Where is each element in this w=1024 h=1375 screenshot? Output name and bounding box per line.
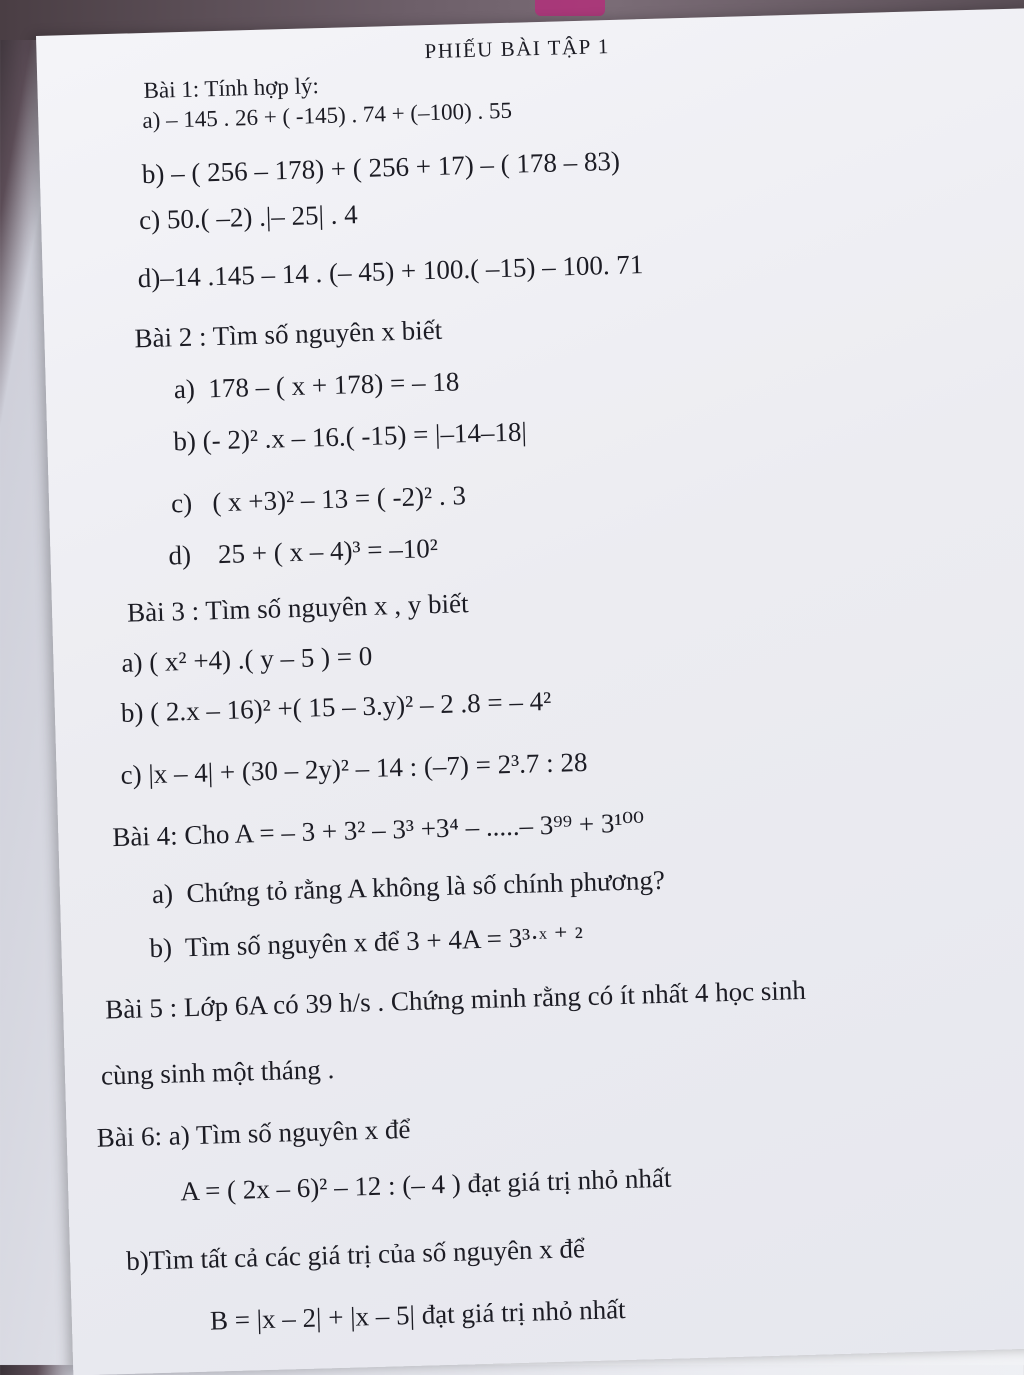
exercise-3-heading: Bài 3 : Tìm số nguyên x , y biết — [126, 588, 469, 628]
exercise-2b: b) (- 2)² .x – 16.( -15) = |–14–18| — [172, 416, 528, 457]
exercise-6a-expression: A = ( 2x – 6)² – 12 : (– 4 ) đạt giá trị nhỏ nhất — [179, 1162, 672, 1207]
exercise-1c: c) 50.( –2) .|– 25| . 4 — [138, 199, 359, 236]
exercise-3a: a) ( x² +4) .( y – 5 ) = 0 — [121, 640, 373, 678]
exercise-3b: b) ( 2.x – 16)² +( 15 – 3.y)² – 2 .8 = – 4² — [120, 685, 552, 728]
exercise-2d: d) 25 + ( x – 4)³ = –10² — [168, 532, 439, 571]
exercise-2-heading: Bài 2 : Tìm số nguyên x biết — [134, 314, 443, 354]
exercise-4b: b) Tìm số nguyên x để 3 + 4A = 3³·ˣ ⁺ ² — [149, 921, 584, 964]
exercise-4-heading: Bài 4: Cho A = – 3 + 3² – 3³ +3⁴ – .....– 3⁹⁹ + 3¹⁰⁰ — [111, 807, 645, 853]
exercise-5-continuation: cùng sinh một tháng . — [100, 1054, 335, 1091]
background-object — [535, 0, 605, 16]
exercise-1-heading: Bài 1: Tính hợp lý: — [143, 73, 320, 104]
exercise-1a: a) – 145 . 26 + ( -145) . 74 + (–100) . 55 — [142, 97, 513, 134]
exercise-6b-heading: b)Tìm tất cả các giá trị của số nguyên x để — [125, 1233, 586, 1276]
exercise-1b: b) – ( 256 – 178) + ( 256 + 17) – ( 178 – 83) — [141, 145, 621, 190]
exercise-3c: c) |x – 4| + (30 – 2y)² – 14 : (–7) = 2³.7 : 28 — [120, 746, 588, 790]
worksheet-title: PHIẾU BÀI TẬP 1 — [424, 33, 611, 64]
exercise-4a: a) Chứng tỏ rằng A không là số chính phương? — [151, 864, 666, 910]
exercise-6b-expression: B = |x – 2| + |x – 5| đạt giá trị nhỏ nhất — [209, 1294, 626, 1336]
exercise-2c: c) ( x +3)² – 13 = ( -2)² . 3 — [170, 480, 467, 519]
exercise-6-heading: Bài 6: a) Tìm số nguyên x để — [96, 1113, 411, 1153]
exercise-1d: d)–14 .145 – 14 . (– 45) + 100.( –15) – 100. 71 — [137, 249, 644, 294]
exercise-5-heading: Bài 5 : Lớp 6A có 39 h/s . Chứng minh rằng có ít nhất 4 học sinh — [104, 974, 807, 1025]
exercise-2a: a) 178 – ( x + 178) = – 18 — [173, 366, 460, 405]
worksheet-paper — [36, 8, 1024, 1375]
